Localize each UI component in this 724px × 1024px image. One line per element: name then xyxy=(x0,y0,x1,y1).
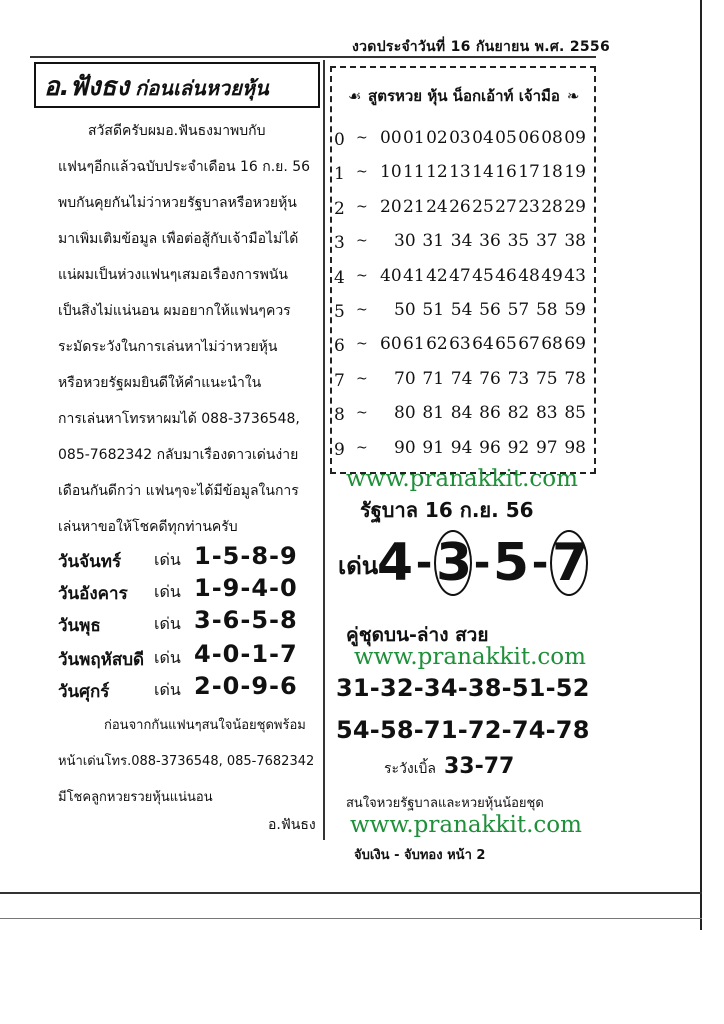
row-tilde: ~ xyxy=(356,336,368,353)
number-cell: 00 xyxy=(380,128,402,148)
number-cell: 64 xyxy=(472,334,494,355)
row-values xyxy=(394,231,586,251)
row-tilde: ~ xyxy=(356,370,368,387)
day-digits: 2-0-9-6 xyxy=(194,672,298,700)
number-cell: 54 xyxy=(450,300,473,320)
row-key: 2 xyxy=(334,198,345,219)
body-line: เดือนกันดีกว่า แฟนๆจะได้มีข้อมูลในการ xyxy=(58,483,299,499)
header-rule xyxy=(30,56,596,58)
closing-line: หน้าเด่นโทร.088-3736548, 085-7682342 xyxy=(58,754,315,769)
row-key: 4 xyxy=(334,267,345,288)
day-row-monday xyxy=(58,542,320,572)
body-line: ระมัดระวังในการเล่นหาไม่ว่าหวยหุ้น xyxy=(58,339,278,355)
day-name: วันอังคาร xyxy=(58,584,128,604)
number-cell: 24 xyxy=(426,196,448,217)
closing-line: ก่อนจากกันแฟนๆสนใจน้อยชุดพร้อม xyxy=(104,718,306,733)
row-tilde: ~ xyxy=(356,130,368,146)
watermark: www.pranakkit.com xyxy=(346,466,578,492)
featured-digit-ringed: 7 xyxy=(550,530,588,596)
row-tilde: ~ xyxy=(356,267,368,284)
number-cell: 56 xyxy=(479,300,501,320)
number-cell: 48 xyxy=(518,265,540,286)
row-key: 5 xyxy=(334,302,345,322)
day-digits: 3-6-5-8 xyxy=(194,606,298,634)
issue-date: งวดประจำวันที่ 16 กันยายน พ.ศ. 2556 xyxy=(352,39,611,55)
row-key: 3 xyxy=(334,233,345,254)
watermark: www.pranakkit.com xyxy=(354,644,586,670)
number-cell: 76 xyxy=(479,368,501,389)
day-name: วันพฤหัสบดี xyxy=(58,650,145,670)
number-cell: 57 xyxy=(507,300,530,320)
closing-line: มีโชคลูกหวยรวยหุ้นแน่นอน xyxy=(58,790,213,805)
number-cell: 94 xyxy=(450,437,473,458)
number-cell: 40 xyxy=(380,265,402,286)
featured-digit: 4 xyxy=(376,533,414,593)
number-cell: 26 xyxy=(449,196,471,217)
number-cell: 81 xyxy=(422,403,445,424)
formula-row xyxy=(334,298,590,328)
row-tilde: ~ xyxy=(356,439,368,456)
number-cell: 20 xyxy=(380,196,402,217)
number-cell: 21 xyxy=(403,196,425,217)
day-row-tuesday xyxy=(58,574,320,604)
body-line: หรือหวยรัฐผมยินดีให้คำแนะนำใน xyxy=(58,375,262,391)
number-cell: 97 xyxy=(535,437,558,458)
number-cell: 84 xyxy=(450,403,473,424)
number-cell: 91 xyxy=(422,437,445,458)
body-line: สวัสดีครับผมอ.ฟันธงมาพบกับ xyxy=(88,123,266,139)
row-values xyxy=(394,403,586,423)
row-values xyxy=(380,266,586,286)
number-cell: 92 xyxy=(507,437,530,458)
day-name: วันพุธ xyxy=(58,616,101,636)
row-tilde: ~ xyxy=(356,198,368,215)
number-cell: 83 xyxy=(535,403,558,424)
number-cell: 41 xyxy=(403,265,425,286)
row-tilde: ~ xyxy=(356,405,368,422)
formula-row xyxy=(334,126,590,156)
number-cell: 61 xyxy=(403,334,425,355)
number-cell: 16 xyxy=(495,162,517,183)
day-digits: 1-9-4-0 xyxy=(194,574,298,602)
formula-row xyxy=(334,160,590,190)
interest-line: สนใจหวยรัฐบาลและหวยหุ้นน้อยชุด xyxy=(346,796,544,811)
digit-separator: - xyxy=(415,540,433,586)
number-cell: 43 xyxy=(564,265,586,286)
number-cell: 85 xyxy=(564,403,586,424)
day-name: วันจันทร์ xyxy=(58,552,122,572)
row-values xyxy=(380,197,586,217)
row-values xyxy=(394,369,586,389)
row-values xyxy=(380,334,586,354)
pair-line: 54-58-71-72-74-78 xyxy=(336,716,590,744)
row-values xyxy=(394,300,586,320)
column-divider xyxy=(323,60,325,840)
row-tilde: ~ xyxy=(356,302,368,318)
number-cell: 65 xyxy=(495,334,517,355)
row-key: 7 xyxy=(334,370,345,391)
number-cell: 86 xyxy=(479,403,501,424)
formula-title xyxy=(336,84,592,108)
page-footer: จับเงิน - จับทอง หน้า 2 xyxy=(354,848,486,863)
number-cell: 70 xyxy=(394,368,416,389)
digit-separator: - xyxy=(473,540,491,586)
number-cell: 31 xyxy=(422,231,445,252)
number-cell: 14 xyxy=(472,162,494,183)
formula-row xyxy=(334,401,590,431)
number-cell: 80 xyxy=(394,403,416,424)
number-cell: 04 xyxy=(472,128,494,148)
body-line: 085-7682342 กลับมาเรื่องดาวเด่นง่าย xyxy=(58,447,299,463)
formula-title-text: สูตรหวย หุ้น น็อกเอ้าท์ เจ้ามือ xyxy=(368,87,560,105)
body-line: เป็นสิ่งไม่แน่นอน ผมอยากให้แฟนๆควร xyxy=(58,303,291,319)
number-cell: 42 xyxy=(426,265,448,286)
page-shadow-line xyxy=(0,918,702,919)
pair-heading: คู่ชุดบน-ล่าง สวย xyxy=(346,624,489,646)
author-name: อ.ฟังธง xyxy=(44,72,130,102)
number-cell: 29 xyxy=(564,196,586,217)
body-line: มาเพิ่มเติมข้อมูล เพื่อต่อสู้กับเจ้ามือไม่ได้ xyxy=(58,231,299,247)
number-cell: 51 xyxy=(422,300,445,320)
formula-row xyxy=(334,436,590,466)
number-cell: 12 xyxy=(426,162,448,183)
row-key: 9 xyxy=(334,439,345,460)
number-cell: 78 xyxy=(564,368,586,389)
number-cell: 63 xyxy=(449,334,471,355)
page-edge-right xyxy=(700,0,702,930)
number-cell: 34 xyxy=(450,231,473,252)
row-values xyxy=(380,162,586,182)
day-row-thursday xyxy=(58,640,320,670)
watch-label: ระวังเบิ้ล xyxy=(384,761,436,777)
number-cell: 98 xyxy=(564,437,586,458)
number-cell: 68 xyxy=(541,334,563,355)
body-line: พบกันคุยกันไม่ว่าหวยรัฐบาลหรือหวยหุ้น xyxy=(58,195,297,211)
number-cell: 13 xyxy=(449,162,471,183)
number-cell: 23 xyxy=(518,196,540,217)
number-cell: 18 xyxy=(541,162,563,183)
page-edge-bottom xyxy=(0,892,702,894)
formula-row xyxy=(334,332,590,362)
day-digits: 4-0-1-7 xyxy=(194,640,298,668)
row-values xyxy=(380,128,586,148)
day-row-wednesday xyxy=(58,606,320,636)
number-cell: 67 xyxy=(518,334,540,355)
number-cell: 36 xyxy=(479,231,501,252)
number-cell: 03 xyxy=(449,128,471,148)
number-cell: 02 xyxy=(426,128,448,148)
formula-row xyxy=(334,195,590,225)
number-cell: 05 xyxy=(495,128,517,148)
number-cell: 09 xyxy=(564,128,586,148)
number-cell: 47 xyxy=(449,265,471,286)
featured-digit-ringed: 3 xyxy=(434,530,472,596)
number-cell: 60 xyxy=(380,334,402,355)
number-cell: 28 xyxy=(541,196,563,217)
row-tilde: ~ xyxy=(356,233,368,250)
number-cell: 59 xyxy=(564,300,586,320)
number-cell: 08 xyxy=(541,128,563,148)
column-title xyxy=(44,66,269,107)
play-label: เด่น xyxy=(154,614,181,633)
play-label: เด่น xyxy=(154,680,181,699)
play-label: เด่น xyxy=(154,550,181,569)
number-cell: 46 xyxy=(495,265,517,286)
row-key: 8 xyxy=(334,405,345,426)
watermark: www.pranakkit.com xyxy=(350,812,582,838)
day-row-friday xyxy=(58,672,320,702)
number-cell: 17 xyxy=(518,162,540,183)
number-cell: 58 xyxy=(535,300,558,320)
play-big-label: เด่น xyxy=(338,552,379,580)
number-cell: 10 xyxy=(380,162,402,183)
featured-digit: 5 xyxy=(492,533,530,593)
number-cell: 90 xyxy=(394,437,416,458)
government-heading: รัฐบาล 16 ก.ย. 56 xyxy=(360,498,534,522)
formula-row xyxy=(334,264,590,294)
pair-line: 31-32-34-38-51-52 xyxy=(336,674,590,702)
number-cell: 01 xyxy=(403,128,425,148)
number-cell: 69 xyxy=(564,334,586,355)
number-cell: 11 xyxy=(403,162,425,183)
featured-digits xyxy=(376,528,588,598)
number-cell: 82 xyxy=(507,403,530,424)
play-label: เด่น xyxy=(154,648,181,667)
snail-icon: ❧ xyxy=(566,87,580,105)
number-cell: 75 xyxy=(535,368,558,389)
number-cell: 30 xyxy=(394,231,416,252)
number-cell: 38 xyxy=(564,231,586,252)
number-cell: 35 xyxy=(507,231,530,252)
row-key: 6 xyxy=(334,336,345,357)
day-digits: 1-5-8-9 xyxy=(194,542,298,570)
snail-icon: ☙ xyxy=(348,87,362,105)
signature: อ.ฟันธง xyxy=(268,817,316,833)
number-cell: 49 xyxy=(541,265,563,286)
number-cell: 74 xyxy=(450,368,473,389)
number-cell: 45 xyxy=(472,265,494,286)
number-cell: 96 xyxy=(479,437,501,458)
row-tilde: ~ xyxy=(356,164,368,181)
body-line: แฟนๆอีกแล้วฉบับประจำเดือน 16 ก.ย. 56 xyxy=(58,159,311,175)
row-key: 1 xyxy=(334,164,345,185)
number-cell: 25 xyxy=(472,196,494,217)
formula-row xyxy=(334,367,590,397)
row-values xyxy=(394,438,586,458)
number-cell: 50 xyxy=(394,300,416,320)
row-key: 0 xyxy=(334,130,345,150)
number-cell: 19 xyxy=(564,162,586,183)
body-line: การเล่นหาโทรหาผมได้ 088-3736548, xyxy=(58,411,300,427)
column-subtitle: ก่อนเล่นหวยหุ้น xyxy=(135,76,269,100)
watch-value: 33-77 xyxy=(444,754,515,779)
formula-row xyxy=(334,229,590,259)
watch-double xyxy=(384,754,514,780)
day-name: วันศุกร์ xyxy=(58,682,110,702)
number-cell: 06 xyxy=(518,128,540,148)
number-cell: 37 xyxy=(535,231,558,252)
body-line: แน่ผมเป็นห่วงแฟนๆเสมอเรื่องการพนัน xyxy=(58,267,288,283)
number-cell: 27 xyxy=(495,196,517,217)
play-label: เด่น xyxy=(154,582,181,601)
number-cell: 62 xyxy=(426,334,448,355)
number-cell: 71 xyxy=(422,368,445,389)
number-cell: 73 xyxy=(507,368,530,389)
body-line: เล่นหาขอให้โชคดีทุกท่านครับ xyxy=(58,519,238,535)
digit-separator: - xyxy=(531,540,549,586)
